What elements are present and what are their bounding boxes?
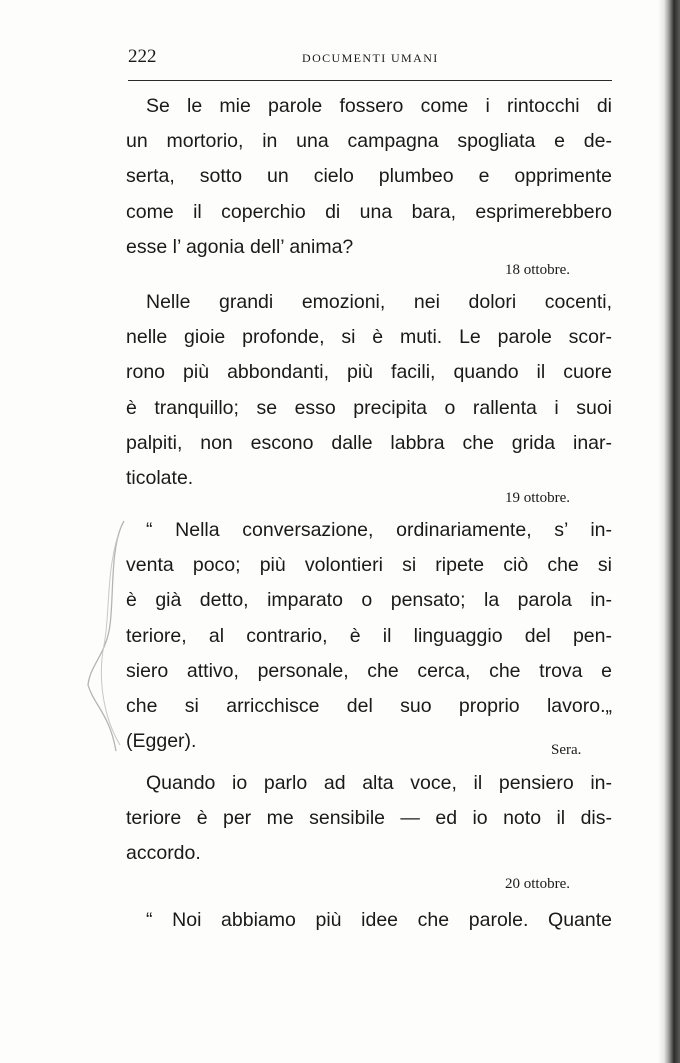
entry-date: 19 ottobre. — [505, 490, 570, 506]
paragraph-3 — [126, 513, 612, 759]
text-line: “ Noi abbiamo più idee che parole. Quante — [146, 909, 612, 931]
pencil-margin-bracket — [80, 515, 140, 755]
entry-date: 18 ottobre. — [505, 262, 570, 278]
text-line: è tranquillo; se esso precipita o rallenta i suoi — [126, 396, 612, 419]
text-line: un mortorio, in una campagna spogliata e de- — [126, 130, 612, 153]
text-line: venta poco; più volontieri si ripete ciò che si — [126, 554, 612, 577]
paragraph-4 — [126, 766, 612, 872]
text-line: Quando io parlo ad alta voce, il pensiero in- — [146, 772, 612, 794]
paragraph-5 — [126, 903, 612, 938]
text-line: ticolate. — [126, 466, 194, 489]
text-line: Se le mie parole fossero come i rintocchi di — [146, 95, 612, 117]
text-line: Nelle grandi emozioni, nei dolori cocenti, — [146, 291, 612, 313]
text-line: (Egger). — [126, 730, 197, 753]
text-line: esse l’ agonia dell’ anima? — [126, 235, 354, 258]
paragraph-2 — [126, 285, 612, 496]
text-line: rono più abbondanti, più facili, quando il cuore — [126, 361, 612, 384]
page-number: 222 — [128, 46, 157, 67]
text-line: teriore è per me sensibile — ed io noto il dis- — [126, 807, 612, 830]
text-line: serta, sotto un cielo plumbeo e opprimente — [126, 165, 612, 188]
text-line: che si arricchisce del suo proprio lavoro.„ — [126, 694, 612, 717]
text-line: è già detto, imparato o pensato; la parola in- — [126, 589, 612, 612]
running-title: DOCUMENTI UMANI — [302, 51, 439, 65]
text-line: nelle gioie profonde, si è muti. Le parole scor- — [126, 326, 612, 349]
entry-date: 20 ottobre. — [505, 876, 570, 892]
page-header — [128, 46, 612, 72]
text-line: “ Nella conversazione, ordinariamente, s’ in- — [146, 519, 612, 541]
entry-date: Sera. — [551, 742, 582, 758]
text-line: siero attivo, personale, che cerca, che trova e — [126, 659, 612, 682]
header-rule — [128, 80, 612, 81]
page-edge-shadow — [658, 0, 680, 1063]
text-line: come il coperchio di una bara, esprimerebbero — [126, 200, 612, 223]
paragraph-1 — [126, 89, 612, 265]
text-line: accordo. — [126, 842, 201, 865]
text-line: palpiti, non escono dalle labbra che grida inar- — [126, 431, 612, 454]
text-line: teriore, al contrario, è il linguaggio del pen- — [126, 624, 612, 647]
